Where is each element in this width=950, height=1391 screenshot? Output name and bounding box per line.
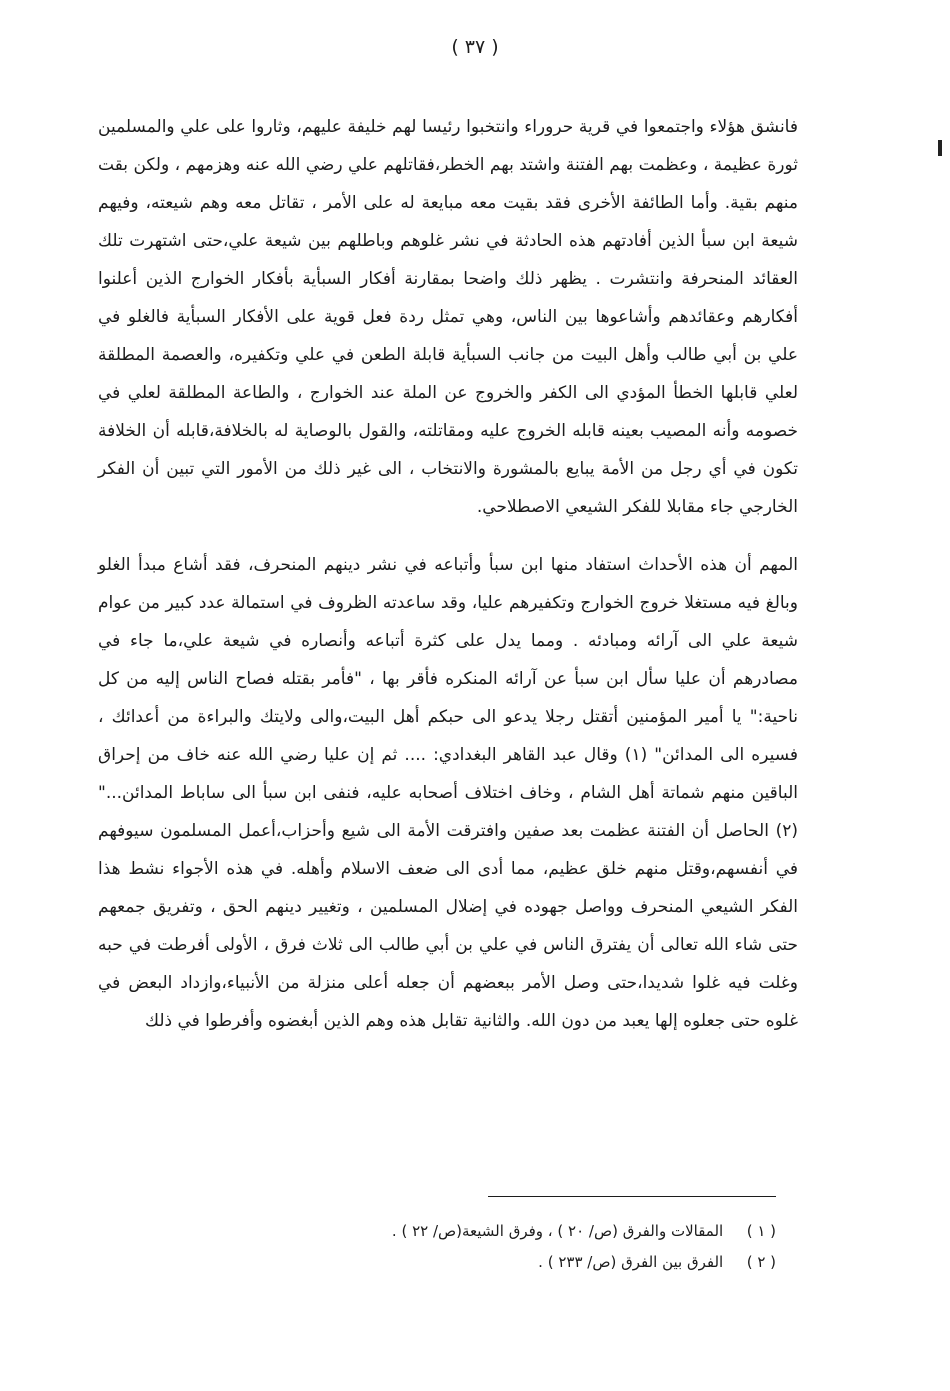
footnote-divider bbox=[488, 1196, 776, 1197]
paragraph-2: المهم أن هذه الأحداث استفاد منها ابن سبأ وأتباعه في نشر دينهم المنحرف، فقد أشاع مبدأ الغلو وبالغ فيه مستغلا خروج الخوارج وتكفيرهم عليا، وقد ساعدته الظروف في استمالة عدد كبير من عوام شيعة علي الى آرائه ومبادئه . ومما يدل على كثرة أتباعه وأنصاره في شيعة علي،ما جاء في مصادرهم أن عليا سأل ابن سبأ عن آرائه المنكره فأقر بها ، "فأمر بقتله فصاح الناس إليه من كل ناحية:" يا أمير المؤمنين أتقتل رجلا يدعو الى حبكم أهل البيت،والى ولايتك والبراءة من أعدائك ، فسيره الى المدائن" (١) وقال عبد القاهر البغدادي: .... ثم إن عليا رضي الله عنه خاف من إحراق الباقين منهم شماتة أهل الشام ، وخاف اختلاف أصحابه عليه، فنفى ابن سبأ الى ساباط المدائن..." (٢) الحاصل أن الفتنة عظمت بعد صفين وافترقت الأمة الى شيع وأحزاب،أعمل المسلمون سيوفهم في أنفسهم،وقتل منهم خلق عظيم، مما أدى الى ضعف الاسلام وأهله. في هذه الأجواء نشط هذا الفكر الشيعي المنحرف وواصل جهوده في إضلال المسلمين ، وتغيير دينهم الحق ، وتفريق جمعهم حتى شاء الله تعالى أن يفترق الناس في علي بن أبي طالب الى ثلاث فرق ، الأولى أفرطت في حبه وغلت فيه غلوا شديدا،حتى وصل الأمر ببعضهم أن جعله أعلى منزلة من الأنبياء،وازداد البعض في غلوه حتى جعلوه إلها يعبد من دون الله. والثانية تقابل هذه وهم الذين أبغضوه وأفرطوا في ذلك bbox=[98, 555, 798, 1031]
footnote-text: المقالات والفرق (ص/ ٢٠ ) ، وفرق الشيعة(ص/ ٢٢ ) . bbox=[391, 1222, 724, 1240]
footnote-1 bbox=[300, 1216, 776, 1247]
footnotes bbox=[300, 1216, 776, 1278]
paragraph-1: فانشق هؤلاء واجتمعوا في قرية حروراء وانتخبوا رئيسا لهم خليفة عليهم، وثاروا على علي والمسلمين ثورة عظيمة ، وعظمت بهم الفتنة واشتد بهم الخطر،فقاتلهم علي رضي الله عنه وهزمهم ، ولكن بقت منهم بقية. وأما الطائفة الأخرى فقد بقيت معه مبايعة له على الأمر ، تقاتل معه وهم شيعته، وفيهم شيعة ابن سبأ الذين أفادتهم هذه الحادثة في نشر غلوهم وباطلهم بين شيعة علي،حتى اشتهرت تلك العقائد المنحرفة وانتشرت . يظهر ذلك واضحا بمقارنة أفكار السبأية بأفكار الخوارج الذين أعلنوا أفكارهم وعقائدهم وأشاعوها بين الناس، وهي تمثل ردة فعل قوية على الأفكار السبأية فالغلو في علي بن أبي طالب وأهل البيت من جانب السبأية قابلة الطعن في علي وتكفيره، والعصمة المطلقة لعلي قابلها الخطأ المؤدي الى الكفر والخروج عن الملة عند الخوارج ، والطاعة المطلقة لعلي في خصومه وأنه المصيب بعينه قابله الخروج عليه ومقاتلته، والقول بالوصاية له بالخلافة،قابله أن الخلافة تكون في أي رجل من الأمة يبايع بالمشورة والانتخاب ، الى غير ذلك من الأمور التي تبين أن الفكر الخارجي جاء مقابلا للفكر الشيعي الاصطلاحي. bbox=[98, 117, 798, 517]
footnote-number: ( ٢ ) bbox=[746, 1253, 776, 1271]
body-text bbox=[98, 108, 798, 1040]
footnote-number: ( ١ ) bbox=[746, 1222, 776, 1240]
footnote-2 bbox=[300, 1247, 776, 1278]
page-number: ( ٣٧ ) bbox=[451, 36, 499, 58]
margin-mark bbox=[938, 140, 942, 156]
footnote-text: الفرق بين الفرق (ص/ ٢٣٣ ) . bbox=[538, 1253, 724, 1271]
